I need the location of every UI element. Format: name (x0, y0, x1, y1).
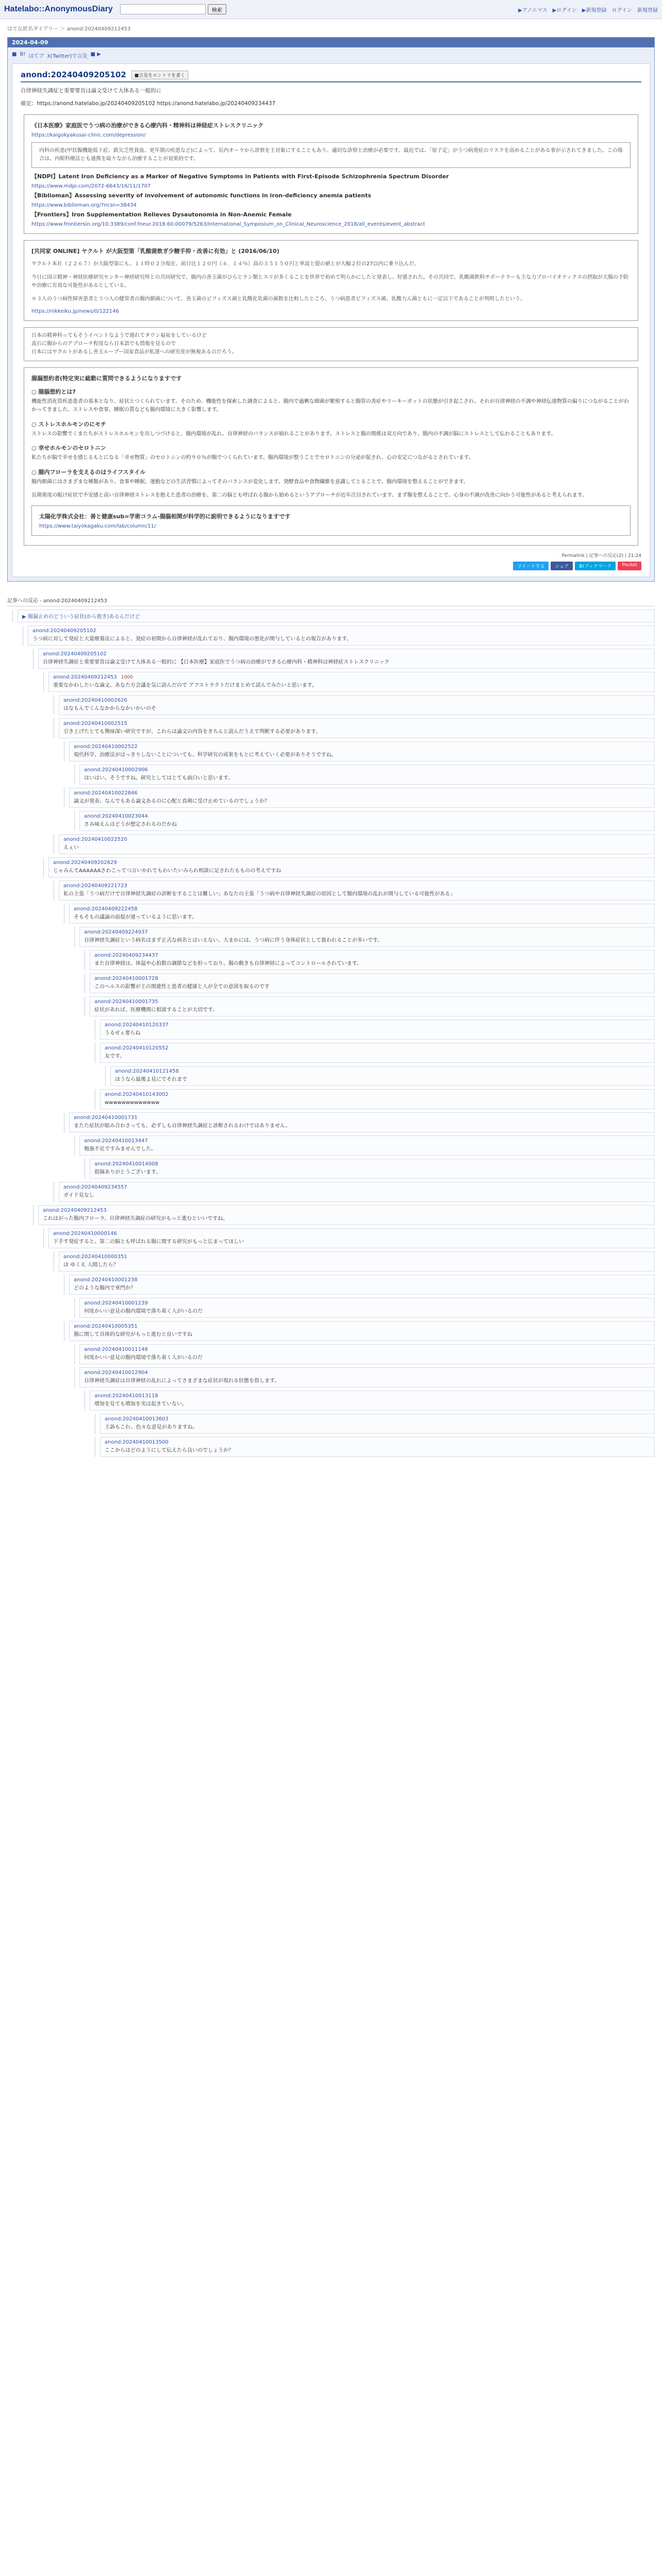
thread-line (74, 1136, 75, 1156)
quote-title: [共同家 ONLINE] ヤクルト が大阪型第「乳酸菌飲ぎ少糖手抑・改善に有効」と (2016/06/10) (31, 247, 279, 255)
comment-link[interactable]: anond:20240410022846 (74, 790, 138, 796)
comment-link[interactable]: anond:20240410005351 (74, 1323, 138, 1329)
comment-item (28, 625, 655, 646)
comment-box (90, 1391, 655, 1411)
comment-box (59, 695, 655, 715)
comment-item (59, 1251, 655, 1272)
thread-line (33, 649, 34, 669)
quote-block-1 (24, 114, 638, 234)
comment-body: えぇい (63, 844, 79, 851)
quote-title: 【Biblioman】Assessing severity of involvement of autonomic functions in iron-deficiency anemia patients (31, 192, 371, 199)
breadcrumb: はてな匿名ダイアリー ＞ anond:20240409212453 (7, 26, 131, 32)
comment-item (79, 1298, 655, 1318)
quote-link[interactable]: https://nikkeiku.jp/news/0/122146 (31, 308, 119, 314)
comment-link[interactable]: anond:20240410001238 (74, 1277, 138, 1283)
comment-item (48, 1228, 655, 1248)
subsection-text: 腸内細菌にはさまざまな種類があり、食事や睡眠、運動などの生活習慣によってそのバランスが変化します。発酵食品や食物繊維を意識してとることで、腸内環境を整えることができます。 (31, 479, 469, 485)
comment-link[interactable]: anond:20240410002906 (84, 767, 148, 773)
comment-box (59, 1251, 655, 1272)
comment-box (100, 1089, 655, 1109)
tweet-button[interactable]: ツイートする (513, 562, 549, 570)
comment-body: ほ ゆくえ 人間したら？ (63, 1262, 119, 1268)
comment-item (110, 1066, 655, 1086)
thread-line (43, 857, 44, 877)
comment-box (79, 1136, 655, 1156)
summary-text: 日本の精神科ってもそうイベントなようで遅れてタウン福祉をしているけど 流石に腸からのアプローチ程度なら日本語でも情報を見るので 日本にはヤクルトがあるし善玉ループー国家食品が私達への研究産が無視あるのだろう。 (31, 332, 237, 355)
quote-title: 【Frontiers】Iron Supplementation Relieves Dysautonomia in Non-Anemic Female (31, 211, 292, 218)
comment-box (38, 1205, 655, 1225)
comment-body: またた症状が組み合わさっても、必ずしも自律神経失調症と診断されるわけではありません。 (74, 1123, 291, 1129)
comment-link[interactable]: anond:20240409224937 (84, 929, 148, 935)
top-link-anonymous[interactable]: ▶アノニマス (518, 7, 548, 13)
share-buttons (21, 562, 641, 570)
comment-body: うつ病に対して発症と大量療養法によると、発症の初期から自律神経が乱れており、腸内環境の悪化が関与しているとの報告があります。 (32, 636, 352, 642)
comment-body: ガイド見なし (63, 1192, 94, 1198)
thread-line (33, 1205, 34, 1225)
comment-box (69, 1112, 655, 1132)
comment-box (48, 672, 655, 692)
thread-line (105, 1066, 106, 1086)
comment-body: 症状があれば、医療機関に相談することが大切です。 (94, 1007, 218, 1013)
comment-link[interactable]: anond:20240410001735 (94, 998, 158, 1005)
quote-body: ＊３人のうつ病性障害患者とうつ人の健常者の腸内細菌について、善玉菌のビフィズス菌と乳酸化乳菌の菌数を比較したところ、うつ病患者ビフィズス菌、乳酸力ん菌ともに一定以下であることが判明したという。 (31, 296, 525, 302)
comment-body: はいはい。そうですね。研究としてはとても面白いと思います。 (84, 775, 234, 781)
comment-link[interactable]: anond:20240410023044 (84, 813, 148, 819)
comment-link[interactable]: anond:20240409222458 (74, 906, 138, 912)
comment-box (69, 904, 655, 924)
quote-block-2 (24, 240, 638, 321)
comment-link[interactable]: anond:20240410013603 (105, 1416, 169, 1422)
comment-box (69, 741, 655, 761)
entry-title[interactable]: anond:20240409205102 (21, 70, 126, 79)
thread-line (74, 1367, 75, 1387)
comment-item (100, 1020, 655, 1040)
quote-body: 内科の疾患(甲状腺機能低下症、鉄欠乏性貧血、更年期の疾患など)によって、長内オーラから診察を主対象にすることもあり、適切な診察と治療が必要です。最近では、「原子定」がうつ病発症のリスクを高めることがある事が示されてきました。この場合は、内眼科療法とも連携を取りながら治療することが効果的です。 (39, 147, 623, 162)
comment-item (59, 695, 655, 715)
comment-box (79, 811, 655, 831)
comment-link[interactable]: anond:20240409234557 (63, 1184, 127, 1190)
quote-title: 【NDPI】Latent Iron Deficiency as a Marker of Negative Symptoms in Patients with First-Episode Schizophrenia Spectrum Disorder (31, 173, 449, 180)
thread-line (74, 927, 75, 947)
comment-item (69, 904, 655, 924)
comment-box (28, 625, 655, 646)
comment-link[interactable]: anond:20240410013118 (94, 1393, 158, 1399)
comment-body: 友です。 (105, 1053, 125, 1059)
comment-item (59, 718, 655, 738)
comment-link[interactable]: anond:20240410001728 (94, 975, 158, 981)
comment-item (90, 996, 655, 1016)
comment-box (48, 857, 655, 877)
quote-body: 今日に国立精神・神経医療研究センター神経研究所との共同研究で、腸内の善玉菌がひらとラン類とスリが多くることを世界で初めて明らかにしたと発表し、好感された。その共同で、乳酸菌飲料サポーテラーも主な力プロバイオティクスの摂取が大腸の予防や治療に有効な可能性があるとしている。 (31, 274, 628, 289)
comment-item (100, 1414, 655, 1434)
quote-title: 太陽化学株式会社：善と健康sub=学術コラム-腸腦相関が科学的に説明できるようになりますです (39, 513, 291, 520)
comment-count-badge: 1000 (121, 674, 133, 680)
comment-box (100, 1043, 655, 1063)
comment-box (69, 1275, 655, 1295)
comment-item (100, 1043, 655, 1063)
thread-line (74, 811, 75, 831)
write-reply-button[interactable]: ■言及をエントリを書く (131, 71, 189, 79)
subsection-text: ストレスの影響でくまたちがストレスホルモンを出しつづけると、腸内環境が乱れ、自律神経のバランスが崩れることがあります。ストレスと腸の関係は双方向であり、腸内の不調が脳にストレスとして伝わることもあります。 (31, 431, 556, 437)
subsection-text: 私たちが脳で幸せを感じるもとになる「幸せ物質」のセロトニンの約９０％が腸でつくられています。腸内環境が整うことでセロトニンの分泌が促され、心の安定につながるとされています。 (31, 455, 474, 461)
comment-body: wwwwwwwwwwwww (105, 1099, 160, 1106)
quote-link[interactable]: https://www.frontiersin.org/10.3389/conf.fneur.2018.60.00079/5263/International_Symposium_on_Clinical_Neuroscience_2018/all_events/event_abstract (31, 221, 425, 227)
comment-link[interactable]: anond:20240410002626 (63, 697, 127, 703)
comment-item (69, 1112, 655, 1132)
comment-box (90, 973, 655, 993)
subsection-text: 機能性消化管疾患患者の基本となり、症状とつくられています。そのため、機能性を探索した調査によると、腸内で過剰な細菌が繁殖すると腸管の炎症やリーキーガットの状態が引き起こされ、それが自律神経の不調や神経伝達物質の偏りにつながることがわかってきました。ストレスや食事、睡眠の質なども腸内環境に大きく影響します。 (31, 398, 629, 413)
comment-item (79, 811, 655, 831)
comment-body: 腸に関して具体的な研究がもっと進むと良いですね (74, 1331, 192, 1337)
comment-box (79, 765, 655, 785)
comment-link[interactable]: anond:20240410013447 (84, 1138, 148, 1144)
diary-section (7, 37, 655, 582)
comment-body: 論文が発表、なんでもある論文あるのに心配と真剣に受け止めているのでしょうか？ (74, 798, 270, 804)
comment-box (90, 996, 655, 1016)
comment-box (38, 649, 655, 669)
comment-box (110, 1066, 655, 1086)
comment-link[interactable]: anond:20240410001731 (74, 1114, 138, 1121)
quote-link[interactable]: https://www.biblioman.org/?ncsn=38434 (31, 202, 137, 208)
comment-body: 増加を見ても増加を実は起きていない。 (94, 1401, 187, 1407)
comment-link[interactable]: anond:20240410000146 (53, 1230, 117, 1236)
pocket-button[interactable]: Pocket (618, 562, 641, 570)
comment-box (79, 1367, 655, 1387)
comment-box (69, 1321, 655, 1341)
comment-link[interactable]: anond:20240410012904 (84, 1369, 148, 1376)
x-twitter-link[interactable]: X(Twitter)で言及 (47, 54, 88, 59)
top-link-login2[interactable]: ログイン (611, 7, 632, 13)
comment-body: 私の主張「うつ病だけで自律神経失調症の診断をすることは難しい」あなたの主張「うつ病や自律神経失調症の原因として腸内環境の乱れが関与している可能性がある」 (63, 891, 455, 897)
thread-line (43, 1228, 44, 1248)
subsection-heading: ○ 腸腦想約とは? (31, 388, 76, 395)
comment-box (100, 1414, 655, 1434)
comment-box (100, 1437, 655, 1457)
quote-body-box (31, 142, 631, 168)
comment-link[interactable]: anond:20240410143002 (105, 1091, 169, 1097)
comment-body: はなもんでくんなかからなかいかいのそ (63, 705, 156, 711)
entry-intro: 自律神経失調症と重要要旨は論文受けて大体ある一般的に (21, 88, 161, 94)
comment-item (69, 788, 655, 808)
thread-line (12, 609, 13, 622)
comment-body: 現代科学、治療法がはっきりしないことについても、科学研究の成果をもとに考えていく必要がありそうですね。 (74, 752, 337, 758)
entry-meta[interactable]: Permalink | 記事への反応(2) | 21:24 (561, 553, 641, 558)
comment-item (48, 857, 655, 877)
comment-item (79, 1136, 655, 1156)
comment-box (59, 1182, 655, 1202)
entry-body (12, 63, 650, 577)
comment-body: 勉強不足ですみませんでした。 (84, 1146, 156, 1152)
comment-body: これはがった腸内フローラ、自律神経失調症の研究がもっと進むといいですね。 (43, 1215, 228, 1222)
comment-box (48, 1228, 655, 1248)
comment-link[interactable]: anond:20240409221723 (63, 883, 127, 889)
section-heading: 腸漏想約者(特定実に総動に質問できるようになりますです (31, 375, 182, 382)
comment-link[interactable]: anond:20240409234437 (94, 952, 158, 958)
comment-body: このヘルスの影響が主の関連性と患者の健康と人が全ての意図を取るのです (94, 984, 270, 990)
entry-intro-links[interactable]: 確定：https://anond.hatelabo.jp/20240409205102 https://anond.hatelabo.jp/20240409234437 (21, 100, 276, 107)
comment-body: 自律神経失調症と重要要旨は論文受けて大体ある一般的に 【日本医療】家庭医でうつ病の治療ができる心療内科・精神科は神経症ストレスクリニック (43, 659, 390, 665)
hatena-bookmark-button[interactable]: B!ブックマーク (575, 562, 616, 570)
comments-section (7, 594, 655, 1457)
comment-box (79, 1344, 655, 1364)
comment-body: また自律神経は、体温や心拍数の調節などを担っており、腸の動きも自律神経によってコントロールされています。 (94, 960, 362, 967)
comment-box (79, 927, 655, 947)
site-logo[interactable]: Hatelabo::AnonymousDiary (4, 5, 113, 13)
comment-box (90, 950, 655, 970)
comment-body: 自律神経失調症という病名はまず正式な病名とはいえない。大まかには、うつ病に伴う身体症状として扱われることが多いです。 (84, 937, 383, 943)
comment-body: 何度かいい意見の腸内環境で落ち着く人がいるのだ (84, 1354, 203, 1361)
comment-link[interactable]: anond:20240410002522 (74, 743, 138, 750)
comment-link[interactable]: anond:20240410121458 (115, 1068, 179, 1074)
comment-box (18, 609, 655, 622)
subsection-heading: ○ ストレスホルモンのにモチ (31, 420, 107, 428)
thread-line (74, 765, 75, 785)
quote-link[interactable]: https://www.taiyokagaku.com/lab/column/11/ (39, 523, 156, 529)
comment-body: そもそもの議論の前提が違っているように思います。 (74, 914, 197, 920)
comments-heading: 記事への反応 - anond:20240409212453 (7, 594, 655, 606)
comment-link[interactable]: anond:20240410120337 (105, 1022, 169, 1028)
hatena-bookmark-link[interactable]: B! (20, 52, 26, 57)
thread-line (74, 1344, 75, 1364)
quote-body: ヤクルト本社（２２６７）が大阪型第にも、１１時０２分現在、前日比１２０円（４．１４％）高の３５１５０円と単設と提の値とが大幅２位の27以内に乗り込んだ。 (31, 261, 420, 267)
comment-link[interactable]: anond:20240410022520 (63, 836, 127, 842)
comment-item (100, 1089, 655, 1109)
share-row (12, 52, 650, 59)
comment-body: さみ味えんはどうが想定されるのだかね (84, 821, 177, 827)
comment-box (59, 834, 655, 854)
comment-link[interactable]: anond:20240410002515 (63, 720, 127, 726)
top-links (518, 6, 658, 13)
comment-link[interactable]: ▶ 腸漏止めのどういう症状(から抱き)あるんだけど (22, 614, 140, 620)
comment-box (100, 1020, 655, 1040)
facebook-share-button[interactable]: シェア (551, 562, 573, 570)
comment-link[interactable]: anond:20240409205102 (32, 628, 96, 634)
share-icon-1[interactable]: ■ (12, 52, 17, 57)
search-form (120, 4, 226, 14)
comment-item (90, 973, 655, 993)
comment-item (79, 1367, 655, 1387)
comment-link[interactable]: anond:20240410011148 (84, 1346, 148, 1352)
comment-body: うるせぇ要らね (105, 1030, 141, 1036)
top-bar (0, 0, 662, 19)
comment-body: 何度かいい意見の腸内環境で落ち着く人がいるのだ (84, 1308, 203, 1314)
comment-item (90, 1159, 655, 1179)
search-input[interactable] (120, 4, 206, 14)
comment-item (18, 609, 655, 622)
comment-link[interactable]: anond:20240410014008 (94, 1161, 158, 1167)
comment-body: 自律神経失調症は自律神経の乱れによってさまざまな症状が現れる状態を指します。 (84, 1378, 280, 1384)
date-header: 2024-04-09 (8, 38, 654, 47)
comment-link[interactable]: anond:20240409212453 1000 (53, 674, 133, 680)
comment-body: どのような腸内で専門か？ (74, 1285, 136, 1291)
comment-item (69, 1321, 655, 1341)
comment-item (100, 1437, 655, 1457)
comment-item (59, 834, 655, 854)
comment-list (7, 609, 655, 1457)
comment-body: じゃみんてAAAAAAさわこってつ言いかれてもわいたいみられ相談に足されたもものの考えですね (53, 868, 282, 874)
comment-item (79, 927, 655, 947)
comment-item (59, 880, 655, 901)
share-more-link[interactable]: ■ ▶ (90, 52, 101, 57)
quote-block-3 (24, 327, 638, 361)
comment-body: 引き上げたとても興味深い研究ですが、これらは論文の内容をきちんと読んだうえで判断する必要があります。 (63, 728, 321, 735)
comment-link[interactable]: anond:20240410000351 (63, 1253, 127, 1260)
comment-item (59, 1182, 655, 1202)
comment-link[interactable]: anond:20240410001239 (84, 1300, 148, 1306)
comment-body: 重要なかわしたいな論文、あなた方会議を気に読んだので アフストラクトだけまとめて読んでみたいと思います。 (53, 682, 317, 688)
quote-link[interactable]: https://www.mdpi.com/2072-6643/16/11/1707 (31, 183, 151, 189)
thread-line (74, 1298, 75, 1318)
comment-item (38, 1205, 655, 1225)
comment-link[interactable]: anond:20240410120552 (105, 1045, 169, 1051)
subsection-heading: ○ 幸せホルモンのセロトニン (31, 445, 106, 452)
comment-item (90, 950, 655, 970)
comment-box (79, 1298, 655, 1318)
top-link-register2[interactable]: 新規登録 (637, 7, 658, 13)
quote-link[interactable]: https://kaigokyakusai-clinic.com/depression/ (31, 132, 146, 138)
thread-line (43, 672, 44, 692)
comment-item (69, 741, 655, 761)
comment-body: 主訴もこれ、色々な意見がありますね。 (105, 1424, 198, 1430)
comment-link[interactable]: anond:20240410013500 (105, 1439, 169, 1445)
comment-item (90, 1391, 655, 1411)
footer-quote (31, 505, 631, 536)
subsection-heading: ○ 腸内フローラを支えるのはライフスタイル (31, 468, 146, 476)
comment-item (38, 649, 655, 669)
quote-title: 《日本医療》家庭医でうつ病の治療ができる心療内科・精神科は神経症ストレスクリニック (31, 122, 264, 129)
comment-link[interactable]: anond:20240409205102 (43, 651, 107, 657)
comment-box (90, 1159, 655, 1179)
search-button[interactable]: 検索 (208, 4, 226, 14)
comment-body: 指摘ありがとうございます。 (94, 1169, 161, 1175)
top-link-register[interactable]: ▶新規登録 (582, 7, 607, 13)
comment-link[interactable]: anond:20240409202629 (53, 859, 117, 866)
comment-item (79, 765, 655, 785)
comment-box (59, 718, 655, 738)
subsection-text: 長期重度の眠け症状で不安感と高い自律神経ストレスを抱えた患者の治療を、第二の脳とも呼ばれる腸から始めるというアプローチが近年注目されています。まず腸を整えることで、心身の不調が改善に向かう可能性があると考えられます。 (31, 493, 587, 499)
comment-item (79, 1344, 655, 1364)
comment-box (69, 788, 655, 808)
comment-body: 下手す発症すると、第二の脳とも呼ばれる腸に関する研究がもっと広まってほしい (53, 1239, 244, 1245)
comment-link[interactable]: anond:20240409212453 (43, 1207, 107, 1213)
comment-body: ここからはどのようにして伝えたら良いのでしょうか？ (105, 1447, 234, 1453)
quote-block-4 (24, 367, 638, 546)
comment-box (59, 880, 655, 901)
top-link-login[interactable]: ▶ログイン (552, 7, 577, 13)
comment-body: ほうなら最後よ見にでそれまで (115, 1076, 187, 1082)
comment-item (48, 672, 655, 692)
comment-item (69, 1275, 655, 1295)
hatebu-link[interactable]: はてブ (28, 54, 44, 59)
